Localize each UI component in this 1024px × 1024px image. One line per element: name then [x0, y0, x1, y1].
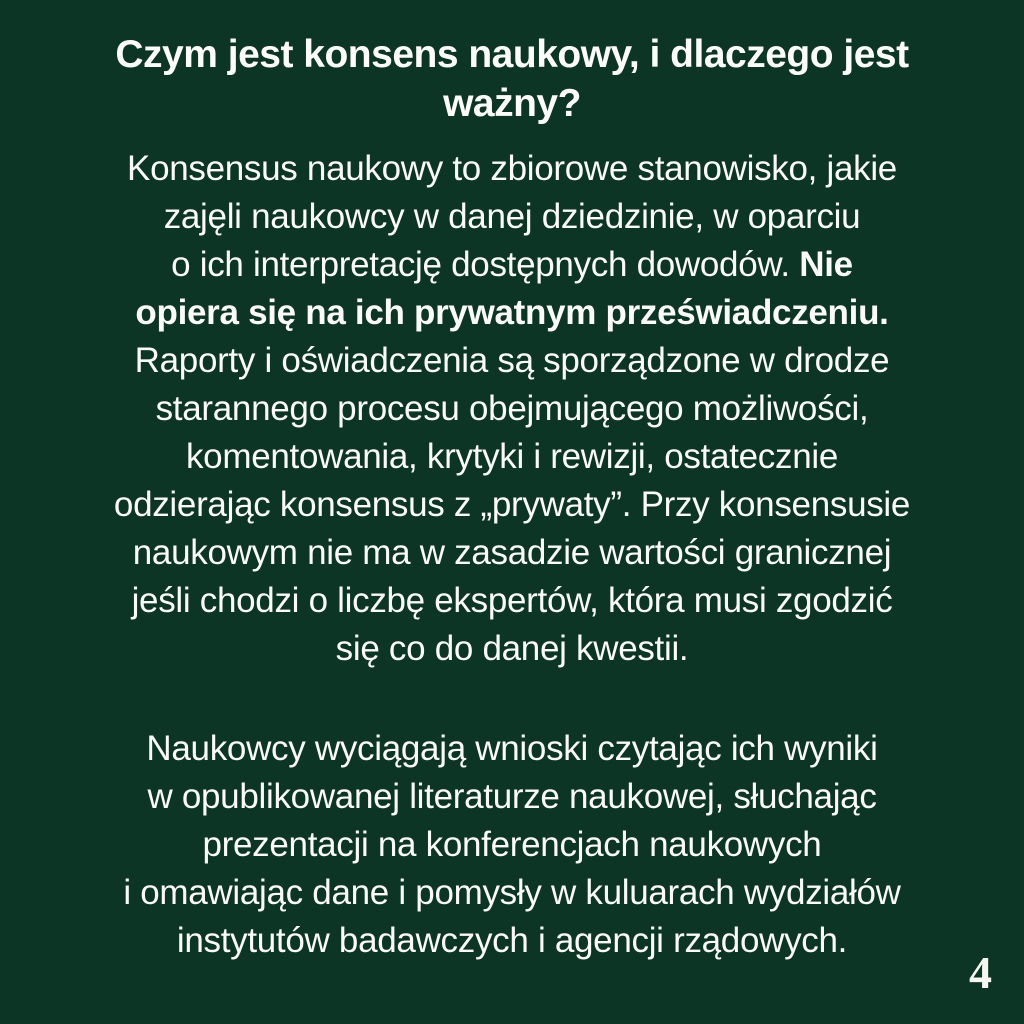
paragraph-scientists-conclusions: Naukowcy wyciągają wnioski czytając ich wyniki w opublikowanej literaturze naukowej, słuchając prezentacji na konferencjach naukowych i omawiając dane i pomysły w kuluarach wydziałów instytutów badawczych i agencji rządowych.	[123, 729, 901, 960]
slide-title: Czym jest konsens naukowy, i dlaczego jest ważny?	[115, 33, 909, 125]
page-number: 4	[969, 947, 992, 998]
paragraph-consensus-definition	[40, 145, 984, 673]
paragraph-text-after-bold: Raporty i oświadczenia są sporządzone w drodze starannego procesu obejmującego możliwości, komentowania, krytyki i rewizji, ostatecznie odzierając konsensus z „prywaty”. Przy konsensusie naukowym nie ma w zasadzie wartości granicznej jeśli chodzi o liczbę ekspertów, która musi zgodzić się co do danej kwestii.	[113, 341, 911, 668]
paragraph-bold-sentence: Nie opiera się na ich prywatnym przeświadczeniu.	[135, 245, 889, 332]
paragraph-text-before-bold: Konsensus naukowy to zbiorowe stanowisko, jakie zajęli naukowcy w danej dziedzinie, w oparciu o ich interpretację dostępnych dowodów.	[127, 149, 897, 284]
